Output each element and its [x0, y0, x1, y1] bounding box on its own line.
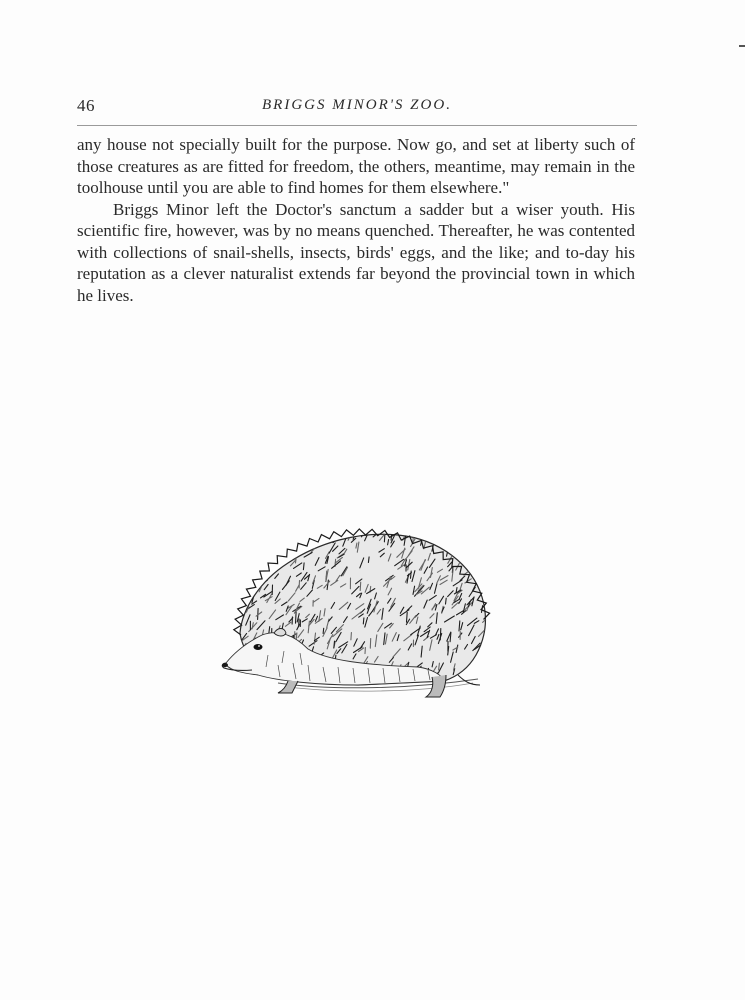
hedgehog-illustration: [218, 525, 493, 710]
running-head: [77, 96, 637, 120]
edge-mark: [739, 45, 745, 47]
body-text: [77, 134, 635, 306]
paragraph-1: any house not specially built for the purpose. Now go, and set at liberty such of those creatures as are fitted for freedom, the others, meantime, may remain in the toolhouse until you are able to find homes for them elsewhere.": [77, 135, 635, 197]
running-title: BRIGGS MINOR'S ZOO.: [262, 97, 452, 113]
page-number: 46: [77, 96, 95, 115]
header-rule: [77, 125, 637, 126]
paragraph-2: Briggs Minor left the Doctor's sanctum a sadder but a wiser youth. His scientific fire, however, was by no means quenched. Thereafter, he was contented with collections of snail-shells, insects, birds' eggs, and the like; and to-day his reputation as a clever naturalist extends far beyond the provincial town in which he lives.: [77, 199, 635, 305]
